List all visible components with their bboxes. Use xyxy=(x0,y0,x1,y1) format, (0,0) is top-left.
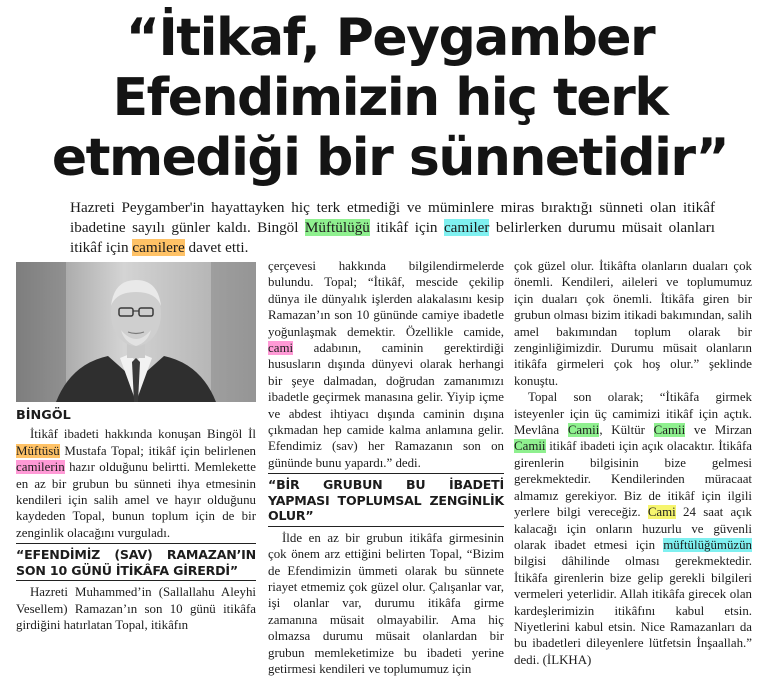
highlight-camii: Camii xyxy=(567,423,600,438)
divider xyxy=(268,473,504,474)
highlight-muftulugumuzun: müftülüğümüzün xyxy=(663,537,752,552)
text: hazır olduğunu belirtti. Memlekette en az bir grubun bu sünneti ihya etmesinin kendileri için salih amel ve hayır olduğunu kaydeden Topal, bunun toplum için de bir zenginlik olacağını vurguladı. xyxy=(16,460,256,540)
lead-text: Hazreti Peygamber'in hayattayken hiç terk etmediği ve müminlere miras bıraktığı sünneti olan itikâf ibadetine sayılı günler kaldı. Bingöl xyxy=(70,199,715,236)
highlight-camilerin: camilerin xyxy=(16,460,65,475)
text: Topal son olarak; “İtikâfa girmek isteyenler için üç camimizi itikâf için açtık. Mevlâna xyxy=(514,390,752,438)
text: itikâf ibadeti için açık olacaktır. İtikâfa girenlerin bilgisinin bize gelmesi gerekmektedir. Kendilerinden müracaat almamız gerekiyor. Biz de itikâf için ilgili yerlere bilgi vereceğiz. xyxy=(514,439,752,520)
text: bilgisi dâhilinde olması gerekmektedir. İtikâfa girenlerin bize gelip gerekli bilgileri vermeleri yeterlidir. Allah itikâfa girecek olan kardeşlerimizin itikâfını kabul etsin. Niyetlerini kabul etsin. Nice Ramazanları da bu ibadetleri dileyenlere lütfetsin İnşaallah.” dedi. (İLKHA) xyxy=(514,554,752,667)
paragraph xyxy=(514,389,752,668)
headline-line: etmediği bir sünnetidir” xyxy=(51,128,729,188)
text: , Kültür xyxy=(599,423,654,438)
text: çerçevesi hakkında bilgilendirmelerde bulundu. Topal; “İtikâf, mescide çekilip dünya ile dünyalık işlerden alakalasını kesip Ramazan’ın son 10 gününde camiye ibadetle yoğunlaşmak demektir. Özellikle camide, xyxy=(268,259,504,339)
text: adabının, caminin gerektirdiği hususların dışında dünyevi olarak herhangi bir şeye dalmadan, doğrudan zamanımızı ibadetle geçirmek manasına gelir. Yiyip içme ve abdest ihtiyacı dışında caminin dışına çıkmadan hep camide kalma anlamına gelir. Efendimiz (sav) her Ramazanın son on gününde bunu yapardı.” dedi. xyxy=(268,341,504,470)
dateline: BİNGÖL xyxy=(16,408,71,423)
portrait-photo xyxy=(16,262,256,402)
subheading: “EFENDİMİZ (SAV) RAMAZAN’IN SON 10 GÜNÜ İTİKÂFA GİRERDİ” xyxy=(16,547,256,578)
paragraph: İlde en az bir grubun itikâfa girmesinin çok önem arz ettiğini belirten Topal, “Bizim de Efendimizin ümmeti olarak bu sünnete riayet etmemiz çok güzel olur. Çalışanlar var, işi olanlar var, durumu itikâfa girme zamanına müsait olmayabilir. Ama hiç olmazsa durumu müsait olanlardan bir grubun memleketimize bu ibadeti yerine getirmesi kendileri ve toplumumuz için xyxy=(268,530,504,677)
headline-line: Efendimizin hiç terk xyxy=(112,68,668,128)
divider xyxy=(16,580,256,581)
lead-text: belirlerken durumu müsait olanları itikâf için xyxy=(70,219,716,256)
highlight-camii: Camii xyxy=(514,439,546,454)
paragraph xyxy=(16,426,256,541)
column-1 xyxy=(16,408,256,633)
headline xyxy=(0,8,780,188)
text: ve Mirzan xyxy=(685,423,752,438)
column-3 xyxy=(514,258,752,668)
lead-text: itikâf için xyxy=(369,219,444,236)
paragraph: Hazreti Muhammed’in (Sallallahu Aleyhi Vesellem) Ramazan’ın son 10 günü itikâfa girdiğini hatırlatan Topal, itikâfın xyxy=(16,585,256,633)
headline-line: “İtikaf, Peygamber xyxy=(125,8,655,68)
divider xyxy=(268,526,504,527)
portrait-image xyxy=(16,262,256,402)
text: 24 saat açık kalacağı için onların huzurlu ve güvenli olarak ibadet etmesi için xyxy=(514,505,752,552)
highlight-camii: Camii xyxy=(653,423,686,438)
highlight-muftuluk: Müftülüğü xyxy=(304,219,370,236)
lead-text: davet etti. xyxy=(184,239,249,256)
highlight-camiler: camiler xyxy=(443,219,490,236)
text: İtikâf ibadeti hakkında konuşan Bingöl İl xyxy=(30,427,256,442)
highlight-cami: Cami xyxy=(647,505,676,520)
highlight-cami: cami xyxy=(268,341,294,356)
lead-paragraph xyxy=(70,198,715,258)
text: Mustafa Topal; itikâf için belirlenen xyxy=(59,443,256,458)
highlight-camilere: camilere xyxy=(132,239,185,256)
column-2 xyxy=(268,258,504,677)
divider xyxy=(16,543,256,544)
subheading: “BİR GRUBUN BU İBADETİ YAPMASI TOPLUMSAL ZENGİNLİK OLUR” xyxy=(268,477,504,524)
highlight-muftusu: Müftüsü xyxy=(16,443,60,458)
paragraph: çok güzel olur. İtikâfta olanların duaları çok önemli. Kendileri, aileleri ve toplumumuz için duaları çok önemli. İtikâfa giren bir grubun olması bizim itikadi bakımından, salih amel bakımından toplum olarak bir zenginliğimizdir. Durumu müsait olanların itikâfa girmeleri çok hoş olur.” şeklinde konuştu. xyxy=(514,259,752,388)
paragraph xyxy=(268,258,504,471)
